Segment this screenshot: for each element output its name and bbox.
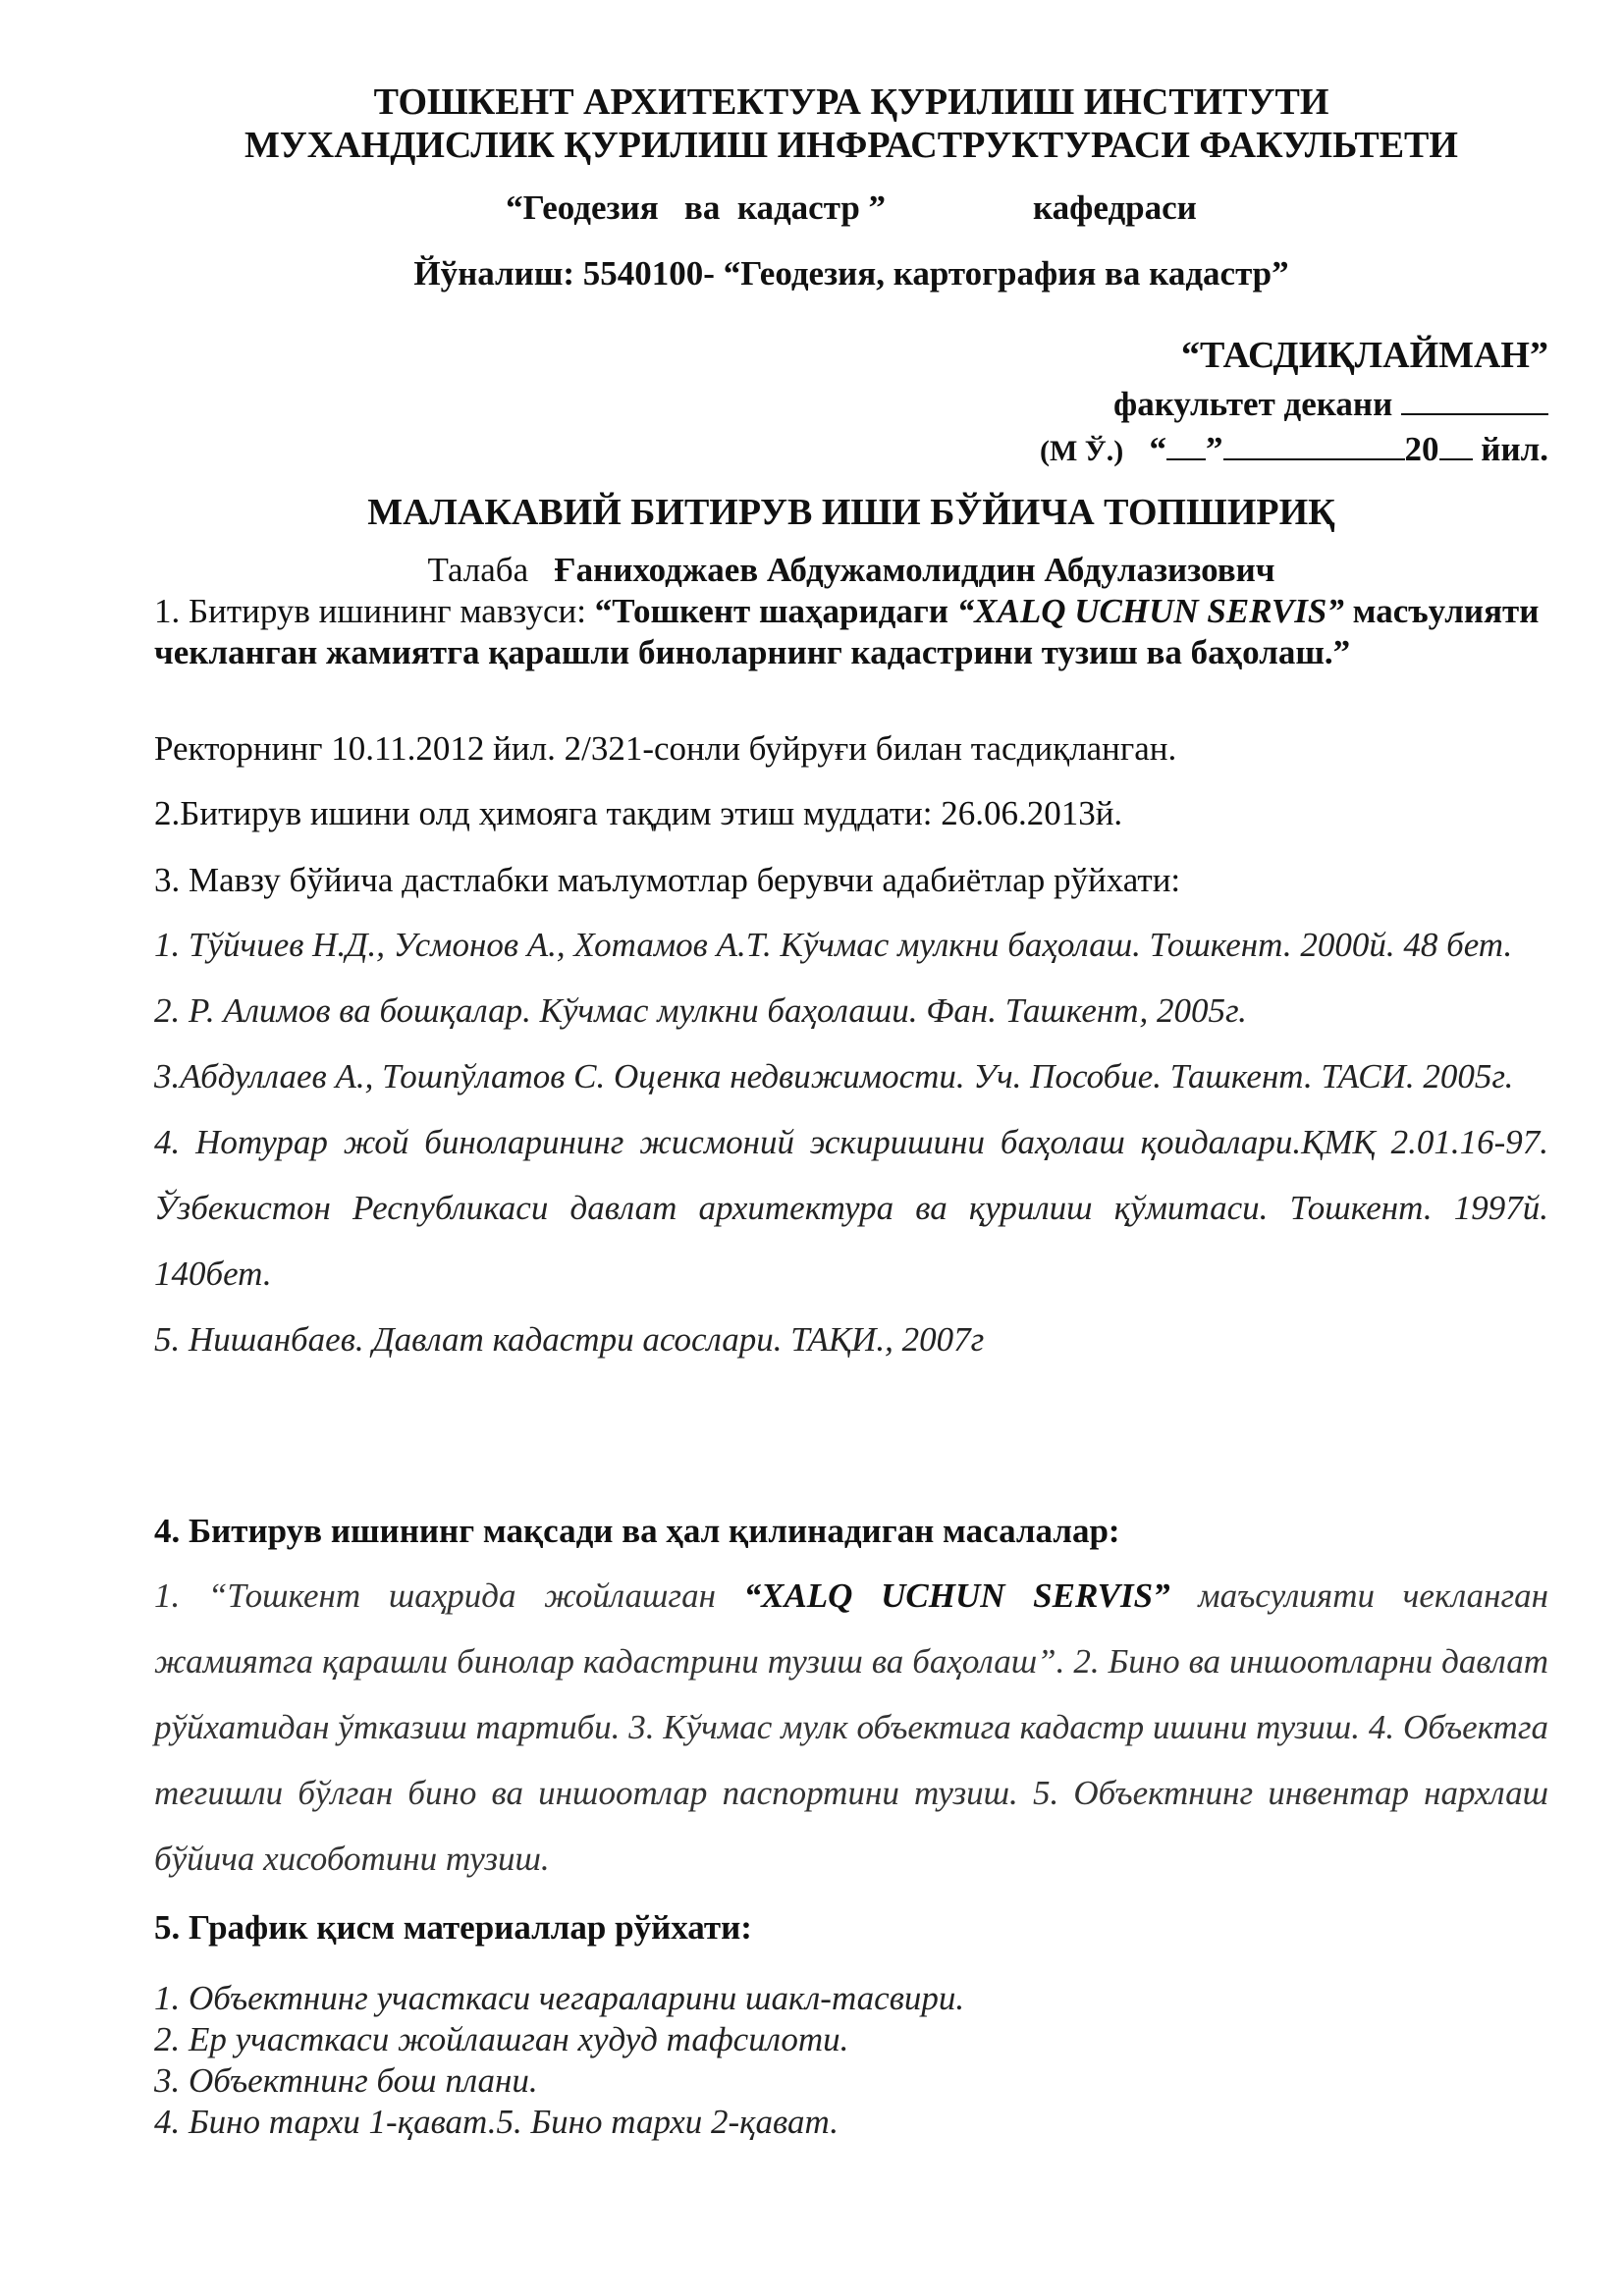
topic-label: 1. Битирув ишининг мавзуси:	[154, 592, 586, 630]
graphics-list	[154, 1978, 1548, 2143]
header-block	[154, 80, 1548, 167]
month-blank	[1223, 458, 1405, 460]
goals-text	[154, 1563, 1548, 1892]
literature-item: 1. Тўйчиев Н.Д., Усмонов А., Хотамов А.Т. Кўчмас мулкни баҳолаш. Тошкент. 2000й. 48 бет.	[154, 926, 1513, 964]
department-line	[154, 188, 1548, 228]
dean-line	[154, 385, 1548, 424]
year-prefix: 20	[1404, 430, 1439, 468]
deadline-line: 2.Битирув ишини олд ҳимояга тақдим этиш муддати: 26.06.2013й.	[154, 794, 1123, 832]
year-blank	[1439, 458, 1473, 460]
day-blank	[1166, 458, 1206, 460]
topic-block	[154, 591, 1548, 673]
direction-line: Йўналиш: 5540100- “Геодезия, картография ва кадастр”	[413, 254, 1289, 293]
literature-item: 3.Абдуллаев А., Тошпўлатов С. Оценка недвижимости. Уч. Пособие. Ташкент. ТАСИ. 2005г.	[154, 1057, 1514, 1095]
topic-text-start: “Тошкент шаҳаридаги	[594, 592, 948, 630]
student-label: Талаба	[427, 551, 529, 589]
goals-text-end: маъсулияти чекланган жамиятга қарашли бинолар кадастрини тузиш ва баҳолаш”. 2. Бино ва иншоотларни давлат рўйхатидан ўтказиш тартиби. 3. Кўчмас мулк объектига кадастр ишини тузиш. 4. Объектга тегишли бўлган бино ва иншоотлар паспортини тузиш. 5. Объектнинг инвентар нархлаш бўйича хисоботини тузиш.	[154, 1576, 1549, 1878]
topic-company: “XALQ UCHUN SERVIS”	[956, 592, 1344, 630]
topic-text-end: масъулияти чекланган жамиятга қарашли биноларнинг кадастрини тузиш ва баҳолаш.”	[154, 592, 1540, 671]
literature-item: 4. Нотурар жой биноларининг жисмоний эскиришини баҳолаш қоидалари.ҚМҚ 2.01.16-97. Ўзбекистон Республикаси давлат архитектура ва қурилиш қўмитаси. Тошкент. 1997й. 140бет.	[154, 1123, 1548, 1293]
stamp-label: (М Ў.)	[1039, 435, 1124, 467]
faculty-name: МУХАНДИСЛИК ҚУРИЛИШ ИНФРАСТРУКТУРАСИ ФАКУЛЬТЕТИ	[244, 125, 1458, 166]
dean-label: факультет декани	[1113, 385, 1393, 423]
department-word: кафедраси	[1033, 188, 1197, 227]
literature-item: 5. Нишанбаев. Давлат кадастри асослари. ТАҚИ., 2007г	[154, 1320, 985, 1359]
graphics-item: 3. Объектнинг бош плани.	[154, 2061, 538, 2100]
literature-heading: 3. Мавзу бўйича дастлабки маълумотлар берувчи адабиётлар рўйхати:	[154, 861, 1181, 899]
dean-signature-line	[1401, 413, 1548, 415]
document-title: МАЛАКАВИЙ БИТИРУВ ИШИ БЎЙИЧА ТОПШИРИҚ	[367, 492, 1335, 533]
date-line: (М Ў.) “ ” 20 йил.	[1039, 430, 1548, 468]
graphics-item: 2. Ер участкаси жойлашган худуд тафсилоти.	[154, 2020, 849, 2058]
goals-text-start: 1. “Тошкент шаҳрида жойлашган	[154, 1576, 744, 1615]
approval-title: “ТАСДИҚЛАЙМАН”	[1181, 335, 1548, 376]
literature-list	[154, 912, 1548, 1372]
year-suffix: йил.	[1481, 430, 1548, 468]
institute-name: ТОШКЕНТ АРХИТЕКТУРА ҚУРИЛИШ ИНСТИТУТИ	[373, 81, 1329, 123]
student-line	[154, 550, 1548, 591]
goals-heading: 4. Битирув ишининг мақсади ва ҳал қилинадиган масалалар:	[154, 1512, 1120, 1550]
graphics-item: 4. Бино тархи 1-қават.5. Бино тархи 2-қават.	[154, 2103, 839, 2141]
department-name: “Геодезия ва кадастр ”	[506, 188, 887, 227]
order-line: Ректорнинг 10.11.2012 йил. 2/321-сонли буйруғи билан тасдиқланган.	[154, 729, 1177, 768]
graphics-item: 1. Объектнинг участкаси чегараларини шакл-тасвири.	[154, 1979, 965, 2017]
student-name: Ғаниходжаев Абдужамолиддин Абдулазизович	[554, 551, 1275, 589]
literature-item: 2. Р. Алимов ва бошқалар. Кўчмас мулкни баҳолаши. Фан. Ташкент, 2005г.	[154, 991, 1247, 1030]
goals-company: “XALQ UCHUN SERVIS”	[743, 1576, 1170, 1615]
graphics-heading: 5. График қисм материаллар рўйхати:	[154, 1908, 752, 1947]
